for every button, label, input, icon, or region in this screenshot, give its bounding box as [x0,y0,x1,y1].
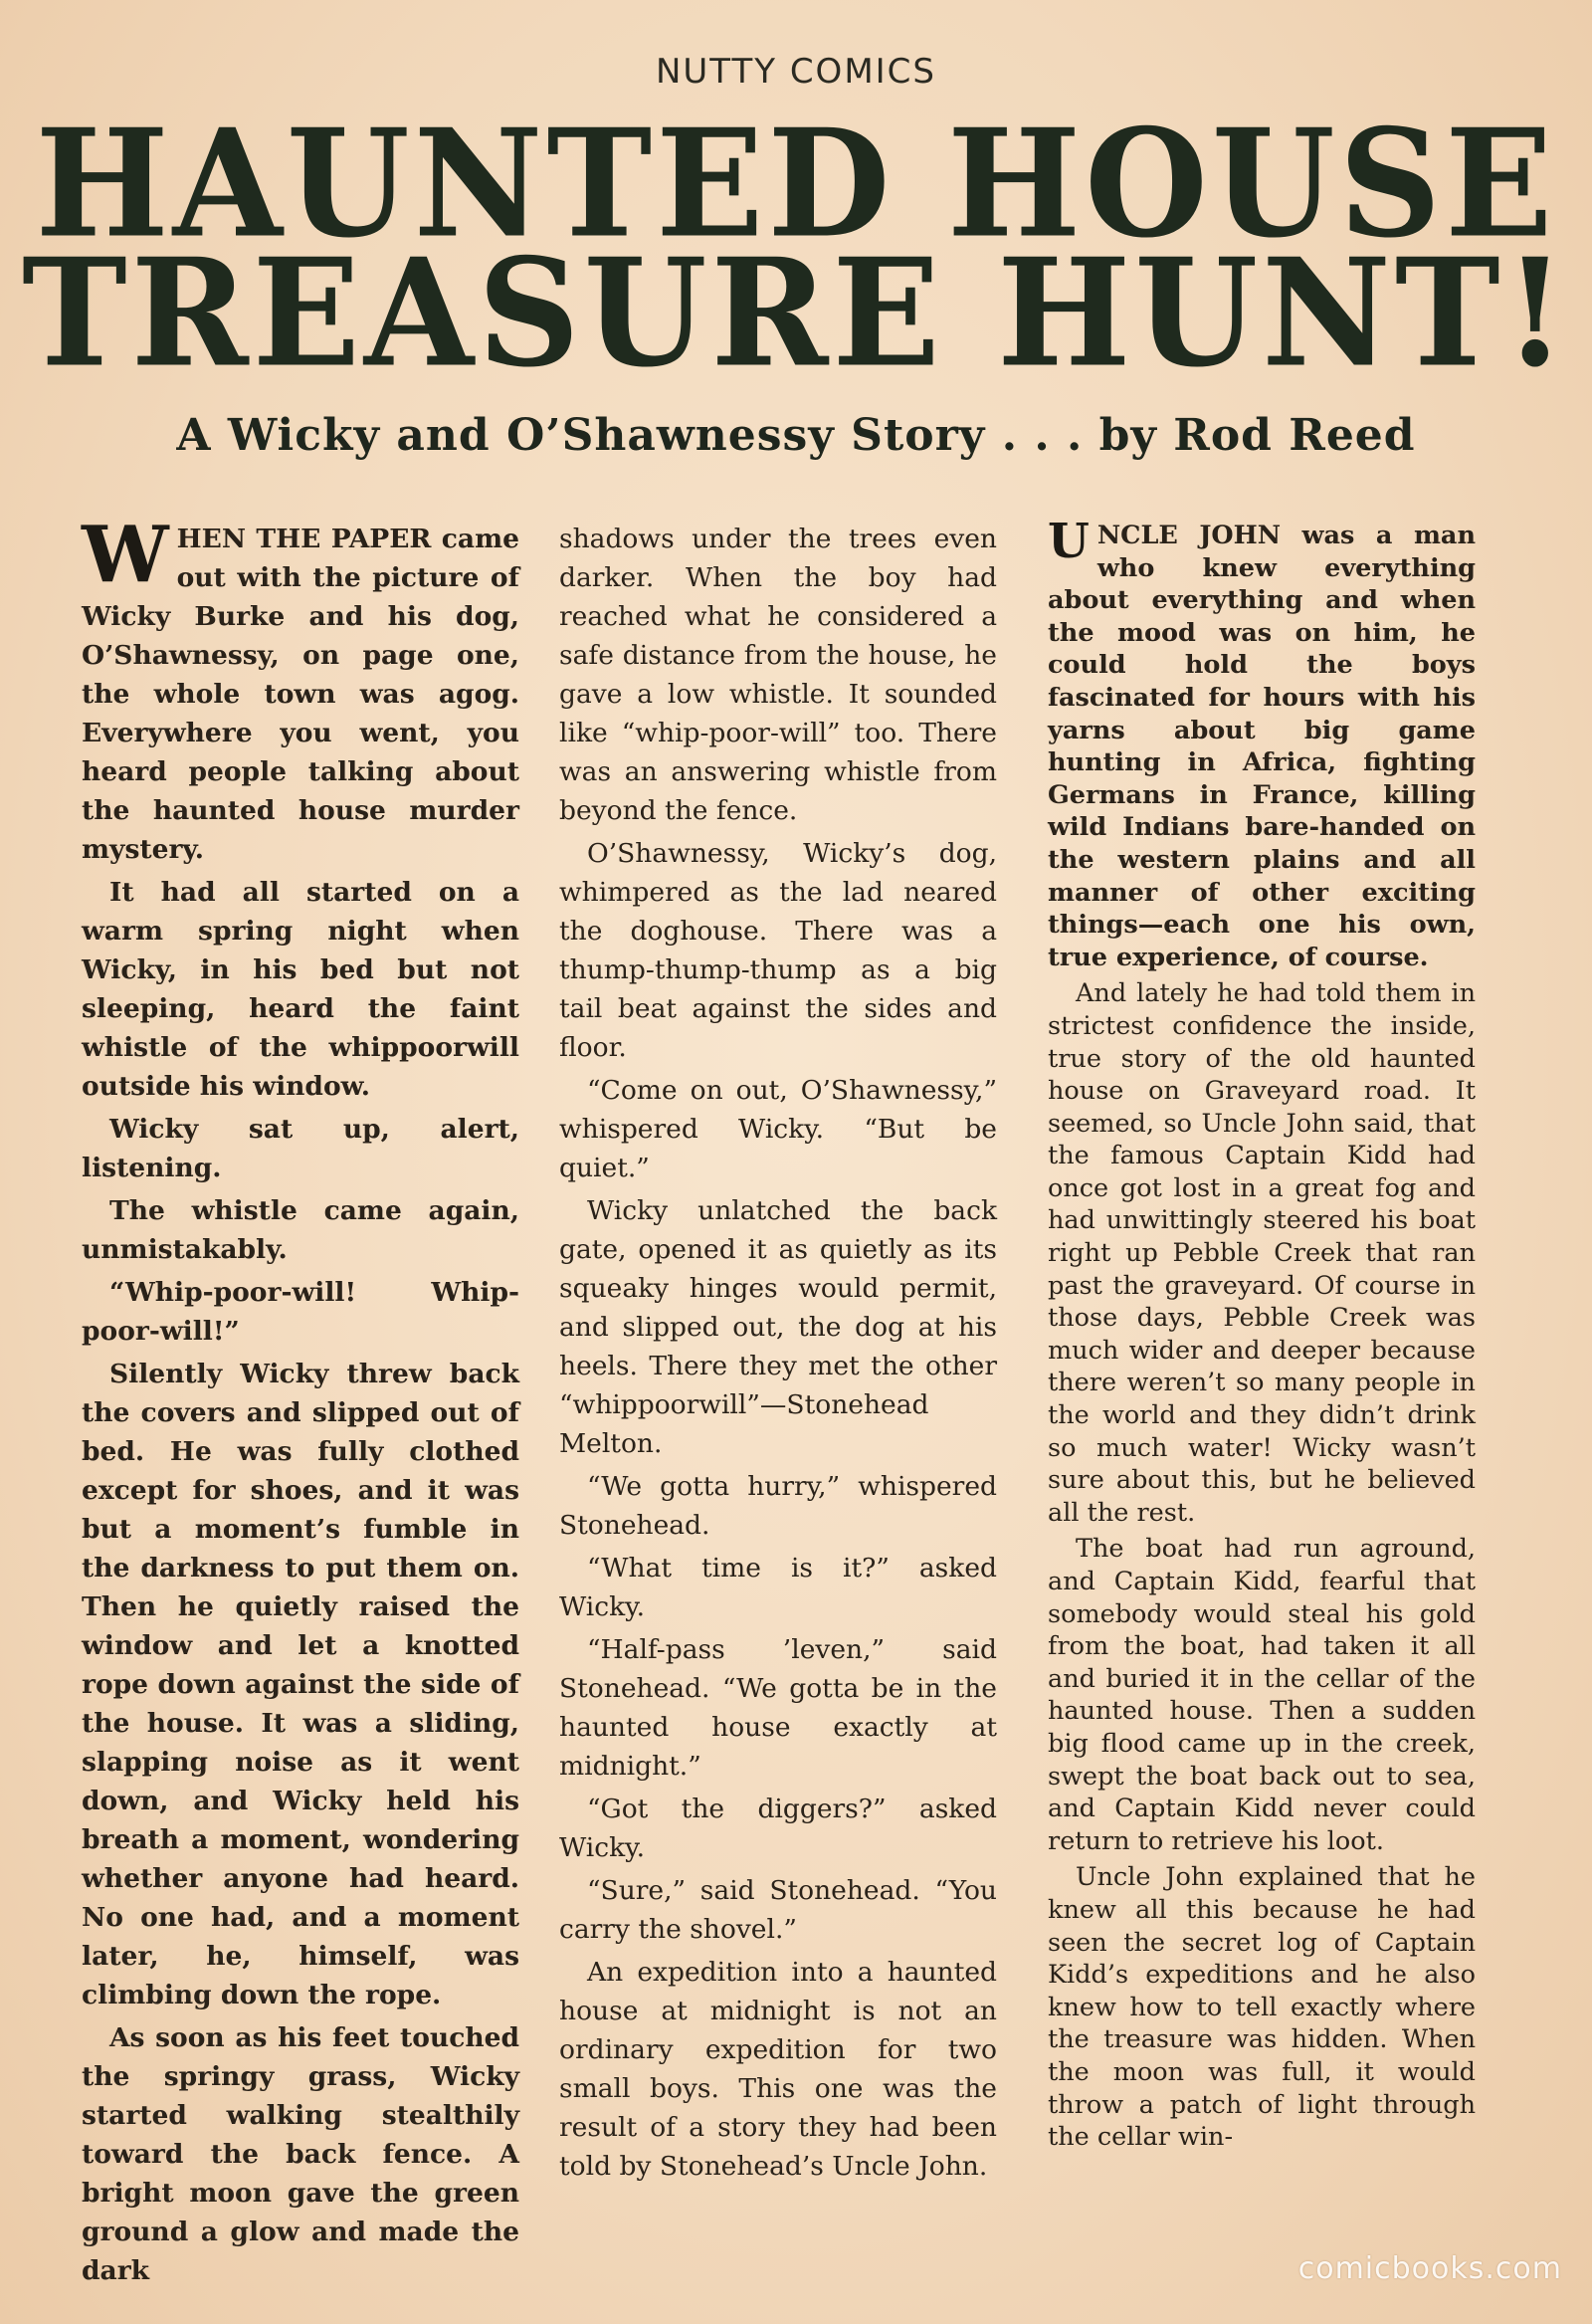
paragraph: The boat had run aground, and Captain Kidd, fearful that somebody would steal his gold from the boat, had taken it all and buried it in the cellar of the haunted house. Then a sudden big flood came up in the creek, swept the boat back out to sea, and Captain Kidd never could return to retrieve his loot. [1048,1534,1476,1856]
paragraph: “We gotta hurry,” whispered Stonehead. [559,1471,997,1541]
paragraph: “Got the diggers?” asked Wicky. [559,1794,997,1863]
paragraph: An expedition into a haunted house at midnight is not an ordinary expedition for two small boys. This one was the result of a story they had been told by Stonehead’s Uncle John. [559,1957,997,2182]
paragraph: As soon as his feet touched the springy grass, Wicky started walking stealthily toward the back fence. A bright moon gave the green ground a glow and made the dark [82,2022,519,2286]
paragraph: “Come on out, O’Shawnessy,” whispered Wicky. “But be quiet.” [559,1075,997,1183]
paragraph: “What time is it?” asked Wicky. [559,1553,997,1622]
paragraph: “Whip-poor-will! Whip-poor-will!” [82,1277,519,1347]
paragraph: Silently Wicky threw back the covers and slipped out of bed. He was fully clothed except for shoes, and it was but a moment’s fumble in the darkness to put them on. Then he quietly raised the window and let a knotted rope down against the side of the house. It was a sliding, slapping noise as it went down, and Wicky held his breath a moment, wondering whether anyone had heard. No one had, and a moment later, he, himself, was climbing down the rope. [82,1359,519,2010]
paragraph: And lately he had told them in strictest confidence the inside, true story of the old haunted house on Graveyard road. It seemed, so Uncle John said, that the famous Captain Kidd had once got lost in a great fog and had unwittingly steered his boat right up Pebble Creek that ran past the graveyard. Of course in those days, Pebble Creek was much wider and deeper because there weren’t so many people in the world and they didn’t drink so much water! Wicky wasn’t sure about this, but he believed all the rest. [1048,978,1476,1528]
paragraph: “Sure,” said Stonehead. “You carry the shovel.” [559,1875,997,1945]
paragraph: The whistle came again, unmistakably. [82,1195,519,1265]
story-title-line-2: TREASURE HUNT! [22,226,1570,401]
drop-cap: U [1048,514,1090,569]
paragraph: HEN THE PAPER came out with the picture of Wicky Burke and his dog, O’Shawnessy, on page one, the whole town was agog. Everywhere you went, you heard people talking about the haunted house murder mystery. [82,524,519,865]
site-watermark: comicbooks.com [1297,2251,1562,2286]
paragraph: NCLE JOHN was a man who knew everything about everything and when the mood was on him, he could hold the boys fascinated for hours with his yarns about big game hunting in Africa, fighting Germans in France, killing wild Indians bare-handed on the western plains and all manner of other exciting things—each one his own, true experience, of course. [1048,521,1476,972]
drop-cap: W [82,510,169,600]
story-title-line-1: HAUNTED HOUSE [35,97,1557,272]
text-column-1 [82,510,519,2294]
paragraph: shadows under the trees even darker. When the boy had reached what he considered a safe distance from the house, he gave a low whistle. It sounded like “whip-poor-will” too. There was an answering whistle from beyond the fence. [559,524,997,826]
text-column-3 [1048,514,1476,2158]
running-head: NUTTY COMICS [655,52,937,92]
paragraph: Wicky unlatched the back gate, opened it as quietly as its squeaky hinges would permit, and slipped out, the dog at his heels. There they met the other “whippoorwill”—Stonehead Melton. [559,1195,997,1459]
paragraph: O’Shawnessy, Wicky’s dog, whimpered as the lad neared the doghouse. There was a thump-thump-thump as a big tail beat against the sides and floor. [559,838,997,1063]
story-byline: A Wicky and O’Shawnessy Story . . . by Rod Reed [176,410,1416,461]
paragraph: Wicky sat up, alert, listening. [82,1114,519,1183]
paragraph: Uncle John explained that he knew all this because he had seen the secret log of Captain Kidd’s expeditions and he also knew how to tell exactly where the treasure was hidden. When the moon was full, it would throw a patch of light through the cellar win- [1048,1862,1476,2153]
paragraph: “Half-pass ’leven,” said Stonehead. “We gotta be in the haunted house exactly at midnight.” [559,1634,997,1782]
paragraph: It had all started on a warm spring night when Wicky, in his bed but not sleeping, heard the faint whistle of the whippoorwill outside his window. [82,877,519,1102]
text-column-2 [559,520,997,2190]
